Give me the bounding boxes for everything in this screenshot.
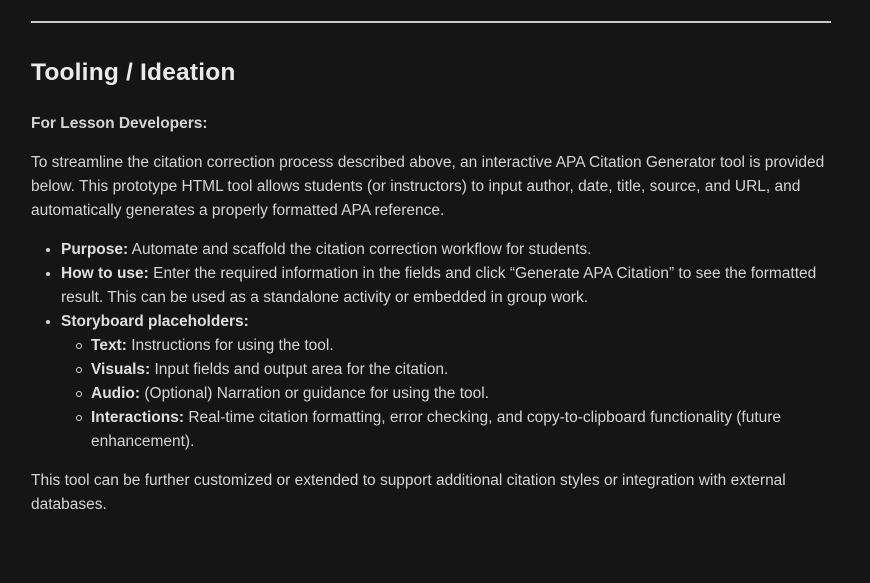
feature-list [31, 238, 831, 454]
page-title: Tooling / Ideation [31, 59, 236, 86]
list-item-label: Purpose: [61, 241, 129, 258]
sublist-item-label: Visuals: [91, 361, 151, 378]
list-item-label: How to use: [61, 265, 149, 282]
sublist-item-text: Instructions for using the tool. [131, 337, 334, 354]
sublist-item-text: (Optional) Narration or guidance for using the tool. [144, 385, 490, 402]
sublist-item-text [91, 334, 831, 358]
list-item-purpose [61, 238, 831, 262]
closing-paragraph: This tool can be further customized or extended to support additional citation styles or integration with external databases. [31, 472, 786, 513]
document-page [31, 21, 831, 517]
sublist-item-label: Text: [91, 337, 127, 354]
sublist-item-text: Real-time citation formatting, error checking, and copy-to-clipboard functionality (future enhancement). [91, 409, 782, 450]
list-item-label: Storyboard placeholders: [61, 313, 249, 330]
top-divider [31, 21, 831, 23]
list-item-storyboard-placeholders [61, 310, 831, 454]
intro-paragraph: To streamline the citation correction process described above, an interactive APA Citation Generator tool is provided below. This prototype HTML tool allows students (or instructors) to input author, date, title, source, and URL, and automatically generates a properly formatted APA reference. [31, 154, 825, 219]
sublist-item-audio [91, 382, 831, 406]
sublist-item-visuals [91, 358, 831, 382]
lesson-developers-label: For Lesson Developers: [31, 115, 208, 132]
list-item-how-to-use [61, 262, 831, 310]
storyboard-sublist [61, 334, 831, 454]
sublist-item-interactions [91, 406, 831, 454]
list-item-text: Enter the required information in the fields and click “Generate APA Citation” to see the formatted result. This can be used as a standalone activity or embedded in group work. [61, 265, 817, 306]
sublist-item-text: Input fields and output area for the citation. [154, 361, 449, 378]
sublist-item-label: Audio: [91, 385, 141, 402]
list-item-text: Automate and scaffold the citation correction workflow for students. [131, 241, 592, 258]
sublist-item-label: Interactions: [91, 409, 185, 426]
